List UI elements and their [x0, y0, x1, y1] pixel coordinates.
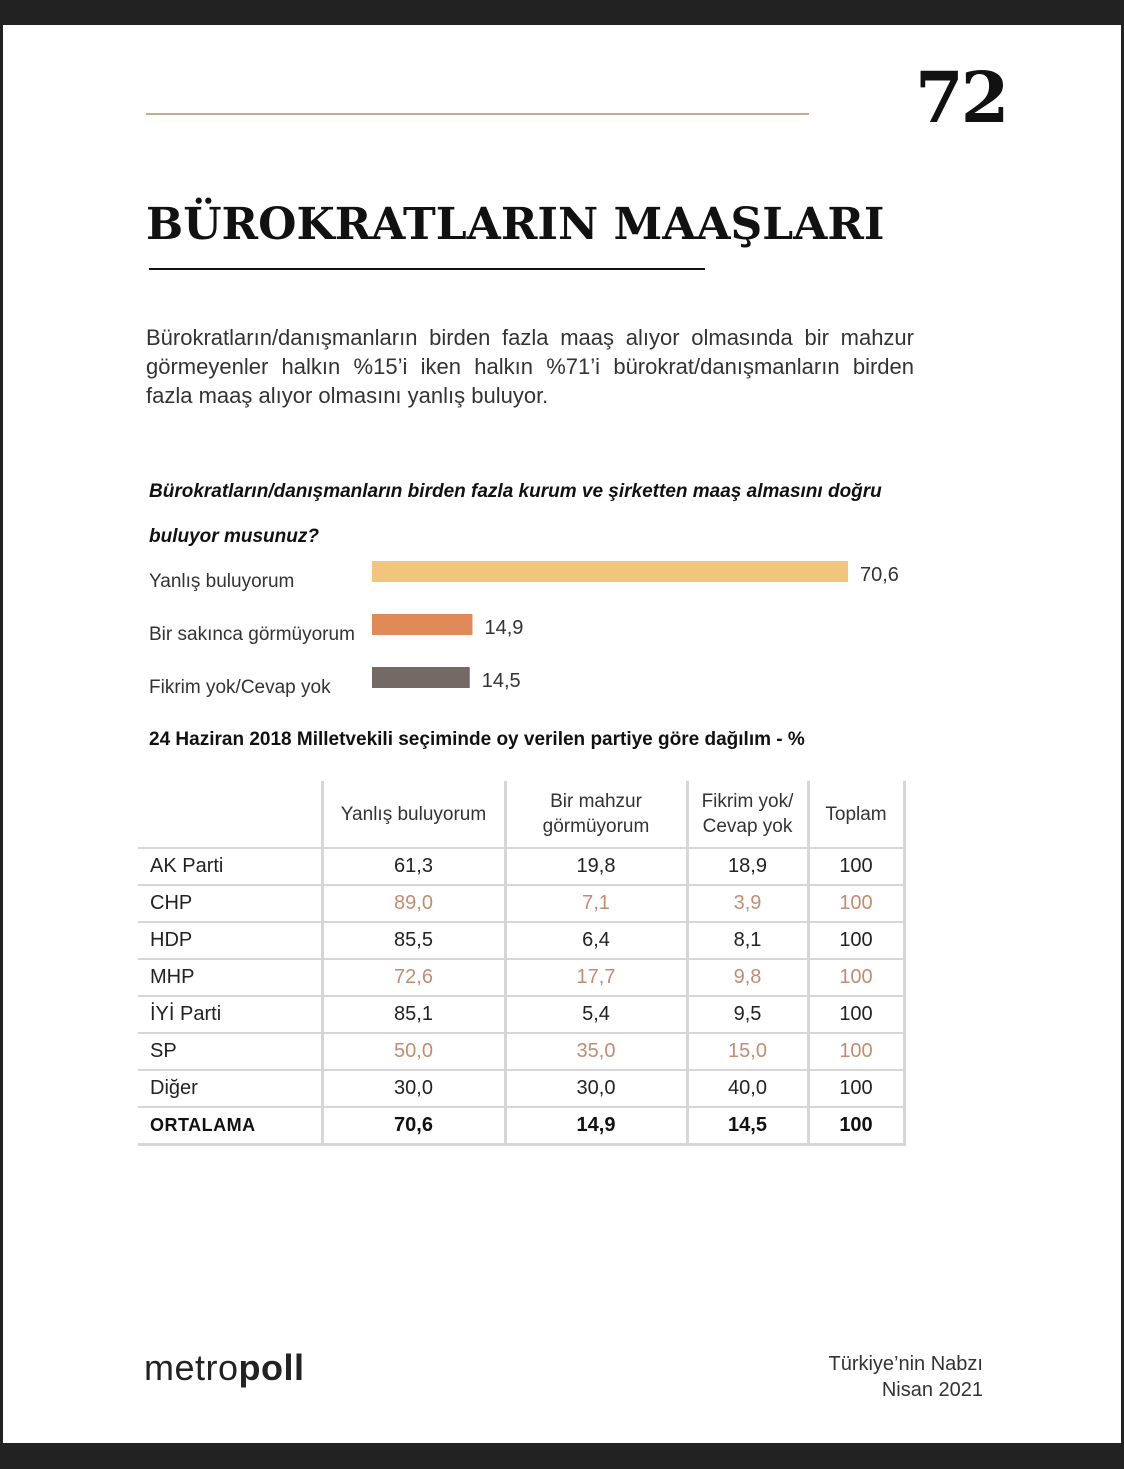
party-name: Diğer — [138, 1070, 322, 1107]
survey-question-line-2: buluyor musunuz? — [149, 526, 319, 547]
report-page — [3, 25, 1121, 1443]
footer-date: Nisan 2021 — [881, 1379, 983, 1401]
intro-paragraph: Bürokratların/danışmanların birden fazla maaş alıyor olmasında bir mahzur görmeyenler halkın %15’i iken halkın %71’i bürokrat/danışmanların birden fazla maaş alıyor olmasını yanlış buluyor. — [146, 325, 914, 408]
value-cell: 7,1 — [505, 885, 687, 922]
value-cell: 8,1 — [687, 922, 808, 959]
value-cell: 30,0 — [322, 1070, 505, 1107]
bar-value-label: 14,5 — [481, 670, 521, 692]
table-row — [138, 996, 904, 1033]
bar-category-label: Fikrim yok/Cevap yok — [149, 677, 331, 698]
total-cell: 100 — [808, 1107, 904, 1145]
table-header-row — [138, 781, 904, 848]
total-cell: 100 — [808, 848, 904, 885]
value-cell: 30,0 — [505, 1070, 687, 1107]
bar-value-label: 14,9 — [484, 617, 524, 639]
logo-bold-text: poll — [238, 1347, 305, 1388]
value-cell: 85,1 — [322, 996, 505, 1033]
total-cell: 100 — [808, 922, 904, 959]
table-title: 24 Haziran 2018 Milletvekili seçiminde oy verilen partiye göre dağılım - % — [149, 729, 805, 750]
value-cell: 72,6 — [322, 959, 505, 996]
logo-light-text: metro — [144, 1347, 239, 1388]
total-cell: 100 — [808, 959, 904, 996]
page-number: 72 — [915, 56, 1007, 139]
value-cell: 15,0 — [687, 1033, 808, 1070]
header-rule — [146, 113, 809, 115]
party-name: AK Parti — [138, 848, 322, 885]
value-cell: 6,4 — [505, 922, 687, 959]
value-cell: 50,0 — [322, 1033, 505, 1070]
bar-value-label: 70,6 — [860, 564, 899, 586]
value-cell: 19,8 — [505, 848, 687, 885]
table-row — [138, 959, 904, 996]
average-label: ORTALAMA — [138, 1107, 322, 1145]
header-cell: Fikrim yok/ Cevap yok — [687, 781, 808, 848]
party-name: MHP — [138, 959, 322, 996]
total-cell: 100 — [808, 1070, 904, 1107]
table-row — [138, 1033, 904, 1070]
value-cell: 35,0 — [505, 1033, 687, 1070]
value-cell: 85,5 — [322, 922, 505, 959]
footer-info — [828, 1351, 983, 1403]
bar — [372, 667, 470, 688]
value-cell: 9,8 — [687, 959, 808, 996]
metropoll-logo — [144, 1347, 305, 1388]
table-row — [138, 848, 904, 885]
table-average-row — [138, 1107, 904, 1145]
party-name: CHP — [138, 885, 322, 922]
party-name: İYİ Parti — [138, 996, 322, 1033]
total-cell: 100 — [808, 1033, 904, 1070]
response-bar-chart — [146, 553, 946, 703]
survey-question-line-1: Bürokratların/danışmanların birden fazla kurum ve şirketten maaş almasını doğru — [149, 481, 882, 502]
header-cell — [138, 781, 322, 848]
value-cell: 18,9 — [687, 848, 808, 885]
value-cell: 5,4 — [505, 996, 687, 1033]
table-row — [138, 922, 904, 959]
header-cell: Toplam — [808, 781, 904, 848]
value-cell: 40,0 — [687, 1070, 808, 1107]
value-cell: 61,3 — [322, 848, 505, 885]
value-cell: 89,0 — [322, 885, 505, 922]
footer-publication: Türkiye’nin Nabzı — [828, 1353, 983, 1375]
table-row — [138, 1070, 904, 1107]
bar — [372, 561, 848, 582]
total-cell: 100 — [808, 885, 904, 922]
party-name: SP — [138, 1033, 322, 1070]
party-distribution-table — [138, 781, 906, 1146]
party-name: HDP — [138, 922, 322, 959]
bar-category-label: Bir sakınca görmüyorum — [149, 624, 355, 645]
value-cell: 14,9 — [505, 1107, 687, 1145]
value-cell: 70,6 — [322, 1107, 505, 1145]
header-cell: Yanlış buluyorum — [322, 781, 505, 848]
table-row — [138, 885, 904, 922]
total-cell: 100 — [808, 996, 904, 1033]
bar-category-label: Yanlış buluyorum — [149, 571, 295, 592]
bar — [372, 614, 472, 635]
value-cell: 17,7 — [505, 959, 687, 996]
page-title: BÜROKRATLARIN MAAŞLARI — [146, 199, 885, 250]
value-cell: 9,5 — [687, 996, 808, 1033]
value-cell: 14,5 — [687, 1107, 808, 1145]
value-cell: 3,9 — [687, 885, 808, 922]
survey-question — [149, 469, 919, 559]
header-cell: Bir mahzur görmüyorum — [505, 781, 687, 848]
title-underline — [149, 268, 705, 270]
